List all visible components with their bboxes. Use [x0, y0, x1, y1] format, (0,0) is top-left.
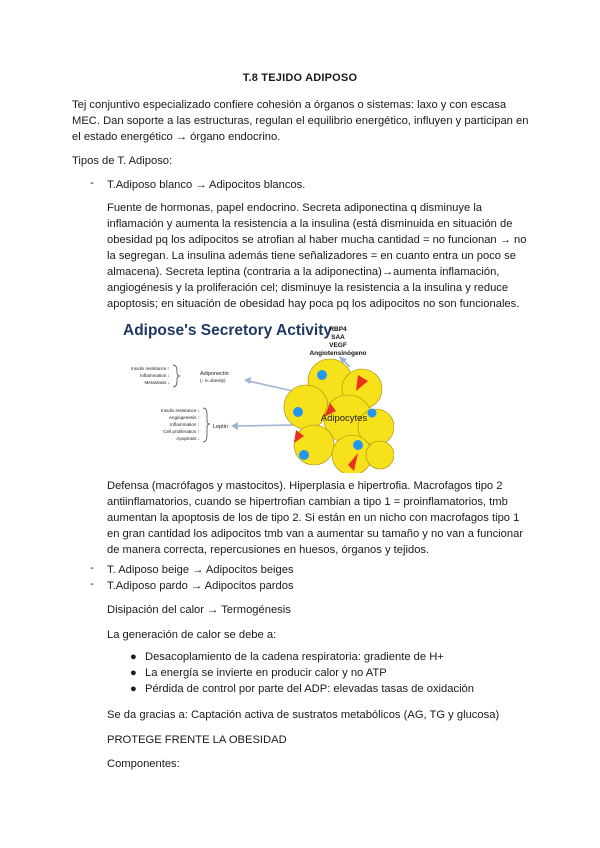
secreted-saa: SAA — [331, 334, 345, 341]
nucleus — [317, 370, 327, 380]
adiponectin-effect: Inflammation ↓ — [140, 373, 170, 378]
components-heading: Componentes: — [107, 758, 180, 770]
adiponectin-arrowhead — [244, 377, 251, 384]
adiponectin-arrow — [248, 381, 293, 391]
protects-line: PROTEGE FRENTE LA OBESIDAD — [107, 734, 287, 746]
white-adipose-item: T.Adiposo blanco → Adipocitos blancos. — [107, 179, 306, 191]
list-dash: - — [90, 177, 94, 189]
page-title: T.8 TEJIDO ADIPOSO — [242, 72, 358, 84]
defense-paragraph: Defensa (macrófagos y mastocitos). Hiperplasia e hipertrofia. Macrofagos tipo 2 antiinflamatorios, cuando se hipertrofian cambian a tipo 1 = proinflamatorios, tmb aumentan la apoptosis de los de tipo 2. Si están en un nicho con macrofagos tipo 1 en gran cantidad los adipocitos tmb van a aumentar su tamaño y no van a funcionar de manera correcta, repercusiones en huesos, órganos y tejidos. — [107, 480, 524, 556]
bullet-dot: ● — [130, 651, 137, 663]
leptin-effect: Insulin resistance ↓ — [160, 408, 200, 413]
nucleus — [293, 407, 303, 417]
secreted-rbp4: RBP4 — [329, 326, 347, 333]
adiponectin-note: (↓ in obesity) — [200, 378, 226, 383]
leptin-effects — [161, 408, 200, 441]
adiponectin-brace — [173, 365, 180, 387]
leptin-arrowhead — [231, 422, 238, 430]
bullet-dot: ● — [130, 667, 137, 679]
figure-title: Adipose's Secretory Activity — [123, 322, 332, 339]
bullet-item: Pérdida de control por parte del ADP: elevadas tasas de oxidación — [145, 683, 474, 695]
leptin-effect: Inflammation ↑ — [170, 422, 200, 427]
leptin-brace — [203, 408, 210, 442]
heat-dissipation: Disipación del calor → Termogénesis — [107, 604, 291, 616]
adiponectin-effects — [131, 366, 170, 385]
brown-adipose-item: T.Adiposo pardo → Adipocitos pardos — [107, 580, 294, 592]
adipocyte-cell — [294, 425, 334, 465]
intro-paragraph: Tej conjuntivo especializado confiere cohesión a órganos o sistemas: laxo y con escasa MEC. Dan soporte a las estructuras, regulan el equilibrio energético, influyen y participan en el estado energético → órgano endocrino. — [72, 99, 529, 143]
bullet-item: Desacoplamiento de la cadena respiratoria: gradiente de H+ — [145, 651, 444, 663]
nucleus — [368, 409, 377, 418]
uptake-line: Se da gracias a: Captación activa de sustratos metabólicos (AG, TG y glucosa) — [107, 709, 500, 721]
adipose-secretory-figure — [118, 315, 394, 473]
nucleus — [353, 440, 363, 450]
secreted-angiotensinogen: Angiotensinógeno — [309, 350, 367, 357]
secreted-vegf: VEGF — [329, 342, 347, 349]
adiponectin-effect: Insulin resistance ↑ — [130, 366, 170, 371]
adipocytes-label: Adipocytes — [320, 413, 368, 424]
nucleus — [299, 450, 309, 460]
leptin-effect: Apoptosis ↓ — [176, 436, 200, 441]
leptin-effect: Cell proliferation ↑ — [163, 429, 200, 434]
leptin-effect: Angiogenesis ↑ — [168, 415, 200, 420]
leptin-arrow — [236, 425, 293, 426]
beige-adipose-item: T. Adiposo beige → Adipocitos beiges — [107, 564, 294, 576]
adiponectin-effect: Metastasis ↓ — [144, 380, 170, 385]
leptin-label: Leptin — [213, 424, 228, 430]
white-adipose-description: Fuente de hormonas, papel endocrino. Secreta adiponectina q disminuye la inflamación y aumenta la resistencia a la insulina (está disminuida en situación de obesidad pq los adipocitos se atrofian al haber mucha cantidad = no funcionan → no la segregan. La insulina además tiene señalizadores = en cuanto entra un poco se almacena). Secreta leptina (contraria a la adiponectina)→aumenta inflamación, angiogénesis y la proliferación cel; disminuye la resistencia a la insulina y reduce apoptosis; en situación de obesidad hay poca pq los adipocitos no son funcionales. — [107, 202, 527, 310]
adiponectin-label: Adiponectin — [200, 371, 229, 377]
adipocyte-cell — [366, 441, 394, 469]
heat-generation-heading: La generación de calor se debe a: — [107, 629, 277, 641]
list-dash: - — [90, 578, 94, 590]
types-heading: Tipos de T. Adiposo: — [72, 155, 173, 167]
list-dash: - — [90, 562, 94, 574]
bullet-item: La energía se invierte en producir calor y no ATP — [145, 667, 387, 679]
bullet-dot: ● — [130, 683, 137, 695]
